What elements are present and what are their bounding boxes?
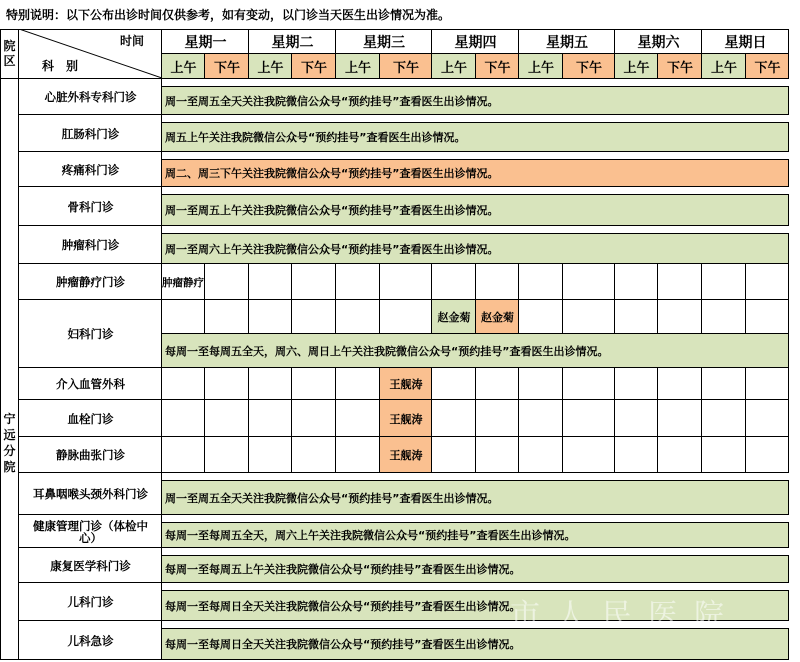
- dept-name: 妇科门诊: [67, 327, 114, 341]
- schedule-slot: [702, 368, 746, 400]
- pm-label: 下午: [754, 61, 781, 76]
- campus-name: 宁远分院: [3, 412, 16, 474]
- dept-label: 科 别: [41, 59, 78, 73]
- doctor-name: 王舰涛: [389, 378, 423, 391]
- schedule-slot: [292, 400, 336, 437]
- day-header-2: 星期二: [271, 34, 314, 51]
- dept-name: 血栓门诊: [67, 411, 114, 426]
- am-label: 上午: [344, 61, 371, 76]
- schedule-slot: [746, 400, 789, 437]
- schedule-slot: [476, 264, 519, 300]
- schedule-slot: [249, 300, 292, 334]
- dept-name: 肛肠科门诊: [61, 126, 120, 141]
- schedule-slot: [336, 437, 380, 473]
- campus-column-segment: [0, 226, 19, 264]
- schedule-banner: 每周一至每周日全天关注我院微信公众号“预约挂号”查看医生出诊情况。: [162, 590, 789, 621]
- schedule-slot: [563, 400, 615, 437]
- doctor-name: 赵金菊: [481, 311, 514, 324]
- day-header-4: 星期四: [454, 34, 497, 51]
- schedule-banner: 周五上午关注我院微信公众号“预约挂号”查看医生出诊情况。: [162, 122, 789, 152]
- campus-column-segment: [0, 264, 19, 300]
- am-label: 上午: [440, 61, 467, 76]
- day-header-1: 星期一: [184, 34, 227, 51]
- schedule-slot: [476, 368, 519, 400]
- dept-name: 骨科门诊: [67, 199, 114, 214]
- pm-label: 下午: [392, 61, 419, 76]
- pm-label: 下午: [213, 61, 240, 76]
- day-header-7: 星期日: [724, 34, 767, 51]
- schedule-slot: [519, 400, 563, 437]
- dept-name: 静脉曲张门诊: [56, 448, 125, 462]
- schedule-slot: [162, 400, 205, 437]
- time-label: 时间: [119, 34, 144, 48]
- am-label: 上午: [527, 61, 554, 76]
- schedule-slot: [162, 437, 205, 473]
- schedule-slot: [746, 300, 789, 334]
- day-header-3: 星期三: [363, 34, 405, 51]
- schedule-banner: 周一至周六上午关注我院微信公众号“预约挂号”查看医生出诊情况。: [162, 233, 789, 264]
- schedule-slot: [519, 437, 563, 473]
- schedule-slot: [292, 437, 336, 473]
- doctor-name: 赵金菊: [437, 311, 471, 324]
- schedule-banner: 周一至周五全天关注我院微信公众号“预约挂号”查看医生出诊情况。: [162, 480, 789, 515]
- am-label: 上午: [257, 61, 284, 76]
- schedule-slot: [658, 400, 702, 437]
- schedule-slot: [205, 437, 249, 473]
- schedule-slot: [563, 300, 615, 334]
- schedule-slot: [615, 300, 658, 334]
- schedule-notice: 特别说明：以下公布出诊时间仅供参考，如有变动，以门诊当天医生出诊情况为准。: [6, 8, 451, 22]
- schedule-banner: 周二、周三下午关注我院微信公众号“预约挂号”查看医生出诊情况。: [162, 159, 789, 187]
- schedule-slot: [658, 437, 702, 473]
- pm-label: 下午: [575, 61, 602, 76]
- campus-column-segment: [0, 400, 19, 437]
- schedule-slot: [476, 400, 519, 437]
- schedule-slot: [702, 264, 746, 300]
- schedule-slot: [702, 437, 746, 473]
- dept-name: 肿瘤静疗门诊: [56, 275, 125, 289]
- schedule-slot: [380, 300, 432, 334]
- dept-name: 康复医学科门诊: [50, 558, 131, 573]
- schedule-banner: 每周一至每周五全天，周六上午关注我院微信公众号“预约挂号”查看医生出诊情况。: [162, 522, 789, 548]
- campus-column-label: 院区: [3, 39, 16, 68]
- schedule-slot: [205, 400, 249, 437]
- schedule-slot: [249, 264, 292, 300]
- schedule-slot: [615, 400, 658, 437]
- hospital-watermark: 市人民医院: [510, 598, 740, 633]
- campus-column-segment: [0, 187, 19, 226]
- pm-label: 下午: [484, 61, 511, 76]
- schedule-slot: [658, 368, 702, 400]
- schedule-slot: [292, 368, 336, 400]
- schedule-slot: [205, 300, 249, 334]
- schedule-banner: 每周一至每周五全天，周六、周日上午关注我院微信公众号“预约挂号”查看医生出诊情况。: [162, 334, 789, 368]
- campus-column-segment: [0, 621, 19, 660]
- schedule-slot: [519, 264, 563, 300]
- schedule-slot: [205, 368, 249, 400]
- am-label: 上午: [623, 61, 650, 76]
- am-label: 上午: [710, 61, 737, 76]
- campus-column-segment: [0, 583, 19, 621]
- dept-name: 儿科门诊: [67, 595, 114, 609]
- campus-column-segment: [0, 473, 19, 515]
- campus-column-segment: [0, 368, 19, 400]
- schedule-slot: [249, 368, 292, 400]
- schedule-slot: [162, 368, 205, 400]
- schedule-slot: [380, 264, 432, 300]
- schedule-slot: [658, 264, 702, 300]
- day-header-6: 星期六: [637, 34, 680, 51]
- schedule-slot: [746, 437, 789, 473]
- am-label: 上午: [170, 61, 197, 76]
- schedule-slot: [292, 264, 336, 300]
- schedule-slot: [658, 300, 702, 334]
- schedule-slot: [702, 300, 746, 334]
- schedule-slot: [432, 264, 476, 300]
- schedule-banner: 每周一至每周日全天关注我院微信公众号“预约挂号”查看医生出诊情况。: [162, 628, 789, 660]
- campus-column-segment: [0, 515, 19, 548]
- dept-name: 健康管理门诊（体检中心）: [33, 518, 148, 545]
- schedule-slot: [432, 400, 476, 437]
- dept-name: 儿科急诊: [67, 633, 114, 648]
- dept-name: 介入血管外科: [56, 377, 125, 391]
- doctor-name: 王舰涛: [389, 449, 423, 462]
- dept-name: 耳鼻咽喉头颈外科门诊: [33, 487, 148, 501]
- schedule-slot: [336, 300, 380, 334]
- schedule-slot: [476, 437, 519, 473]
- schedule-slot: [563, 368, 615, 400]
- campus-column-segment: [0, 79, 19, 115]
- schedule-slot: [746, 264, 789, 300]
- schedule-banner: 周一至周五上午关注我院微信公众号“预约挂号”查看医生出诊情况。: [162, 194, 789, 226]
- pm-label: 下午: [666, 61, 693, 76]
- schedule-slot: [519, 368, 563, 400]
- dept-name: 心脏外科专科门诊: [44, 90, 137, 104]
- schedule-slot: [336, 368, 380, 400]
- schedule-slot: [162, 300, 205, 334]
- schedule-slot: [702, 400, 746, 437]
- campus-column-segment: [0, 115, 19, 152]
- schedule-slot: [336, 264, 380, 300]
- campus-column-segment: [0, 300, 19, 368]
- schedule-banner: 周一至周五全天关注我院微信公众号“预约挂号”查看医生出诊情况。: [162, 86, 789, 115]
- schedule-slot: [249, 400, 292, 437]
- schedule-slot: [205, 264, 249, 300]
- schedule-slot: [746, 368, 789, 400]
- schedule-slot: [249, 437, 292, 473]
- dept-name: 肿瘤科门诊: [61, 238, 120, 252]
- schedule-slot: [432, 437, 476, 473]
- campus-column-segment: [0, 437, 19, 473]
- schedule-slot: [615, 437, 658, 473]
- campus-column-segment: [0, 548, 19, 583]
- schedule-slot: [563, 437, 615, 473]
- schedule-banner: 每周一至每周五上午关注我院微信公众号“预约挂号”查看医生出诊情况。: [162, 555, 789, 583]
- slot-label: 肿瘤静疗: [162, 276, 204, 289]
- doctor-name: 王舰涛: [389, 412, 423, 426]
- schedule-slot: [615, 264, 658, 300]
- day-header-5: 星期五: [546, 34, 588, 51]
- schedule-slot: [336, 400, 380, 437]
- schedule-slot: [432, 368, 476, 400]
- campus-column-segment: [0, 152, 19, 187]
- schedule-slot: [292, 300, 336, 334]
- dept-name: 疼痛科门诊: [61, 162, 120, 177]
- schedule-slot: [615, 368, 658, 400]
- schedule-slot: [519, 300, 563, 334]
- pm-label: 下午: [300, 61, 327, 76]
- schedule-slot: [563, 264, 615, 300]
